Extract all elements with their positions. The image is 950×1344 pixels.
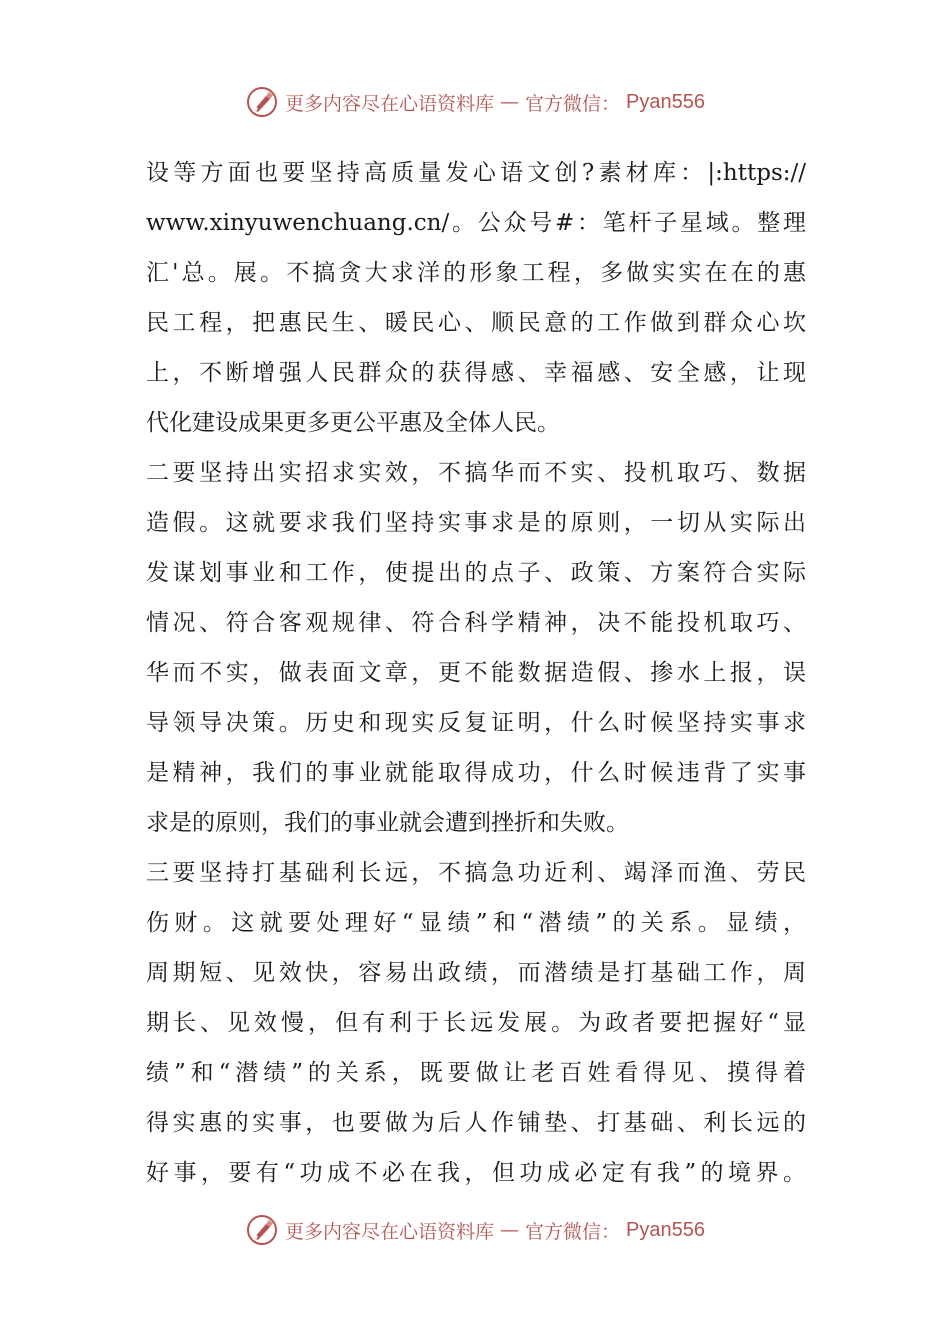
body-line: 造假。这就要求我们坚持实事求是的原则，一切从实际出: [146, 510, 806, 536]
banner-dash: —: [500, 1219, 520, 1241]
body-line: 导领导决策。历史和现实反复证明，什么时候坚持实事求: [146, 710, 806, 736]
body-line: 设等方面也要坚持高质量发心语文创?素材库：|:https://: [146, 160, 806, 186]
banner-wechat-label: 官方微信：: [525, 1220, 621, 1243]
document-body: [146, 148, 806, 1198]
banner-dash: —: [500, 91, 520, 113]
body-line: 代化建设成果更多更公平惠及全体人民。: [146, 410, 560, 436]
body-line: 民工程，把惠民生、暖民心、顺民意的工作做到群众心坎: [146, 310, 806, 336]
body-line: 汇'总。展。不搞贪大求洋的形象工程，多做实实在在的惠: [146, 260, 806, 286]
banner-brand-text: 更多内容尽在心语资料库: [285, 92, 495, 115]
body-line: 发谋划事业和工作，使提出的点子、政策、方案符合实际: [146, 560, 806, 586]
body-line: 二要坚持出实招求实效，不搞华而不实、投机取巧、数据: [146, 460, 806, 486]
body-line: 上，不断增强人民群众的获得感、幸福感、安全感，让现: [146, 360, 806, 386]
body-line: 期长、见效慢，但有利于长远发展。为政者要把握好“显: [146, 1010, 806, 1036]
body-line: 得实惠的实事，也要做为后人作铺垫、打基础、利长远的: [146, 1110, 806, 1136]
footer-banner: [0, 1210, 950, 1250]
body-line: www.xinyuwenchuang.cn/。公众号#：笔杆子星域。整理: [146, 210, 806, 236]
body-line: 是精神，我们的事业就能取得成功，什么时候违背了实事: [146, 760, 806, 786]
body-line: 伤财。这就要处理好“显绩”和“潜绩”的关系。显绩，: [146, 910, 806, 936]
body-line: 情况、符合客观规律、符合科学精神，决不能投机取巧、: [146, 610, 806, 636]
header-banner: [0, 82, 950, 122]
body-line: 好事，要有“功成不必在我，但功成必定有我”的境界。: [146, 1160, 806, 1186]
banner-wechat-id: Pyan556: [626, 90, 705, 113]
banner-brand-text: 更多内容尽在心语资料库: [285, 1220, 495, 1243]
pen-nib-icon: [245, 1213, 279, 1247]
pen-nib-icon: [245, 85, 279, 119]
banner-wechat-id: Pyan556: [626, 1218, 705, 1241]
body-line: 华而不实，做表面文章，更不能数据造假、掺水上报，误: [146, 660, 806, 686]
body-line: 周期短、见效快，容易出政绩，而潜绩是打基础工作，周: [146, 960, 806, 986]
body-line: 求是的原则，我们的事业就会遭到挫折和失败。: [146, 810, 629, 836]
body-line: 三要坚持打基础利长远，不搞急功近利、竭泽而渔、劳民: [146, 860, 806, 886]
banner-wechat-label: 官方微信：: [525, 92, 621, 115]
body-line: 绩”和“潜绩”的关系，既要做让老百姓看得见、摸得着: [146, 1060, 806, 1086]
